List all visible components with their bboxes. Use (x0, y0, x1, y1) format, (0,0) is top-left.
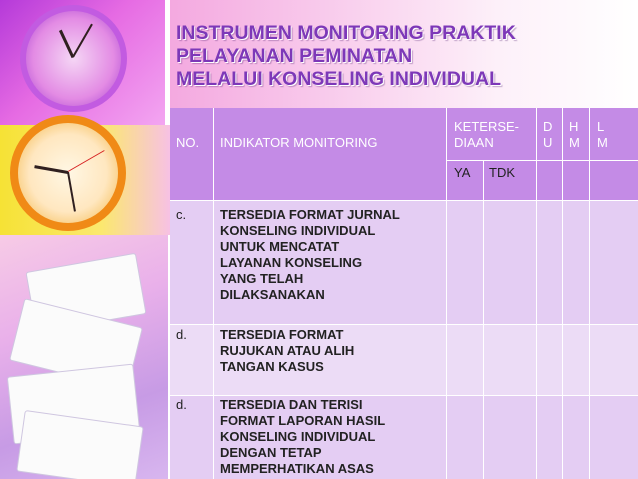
header-hm-1: H (569, 119, 579, 134)
header-lm-2: M (597, 135, 608, 150)
row-no: d. (176, 327, 187, 342)
title-line-1: INSTRUMEN MONITORING PRAKTIK (176, 22, 516, 44)
grid-line (170, 395, 638, 396)
header-no: NO. (176, 135, 200, 150)
row-indikator: TERSEDIA FORMAT JURNAL KONSELING INDIVIDUAL UNTUK MENCATAT LAYANAN KONSELING YANG TELAH DILAKSANAKAN (220, 207, 400, 302)
grid-line (170, 324, 638, 325)
decorative-photo-strip (0, 0, 170, 479)
header-ya: YA (454, 165, 471, 180)
header-du-1: D (543, 119, 553, 134)
monitoring-table (170, 108, 638, 479)
header-ketersediaan-2: DIAAN (454, 135, 494, 150)
grid-line (536, 108, 537, 479)
header-hm-2: M (569, 135, 580, 150)
table-header (170, 108, 638, 200)
grid-line (562, 108, 563, 479)
header-indikator: INDIKATOR MONITORING (220, 135, 378, 150)
row-indikator: TERSEDIA FORMAT RUJUKAN ATAU ALIH TANGAN KASUS (220, 327, 355, 374)
row-indikator: TERSEDIA DAN TERISI FORMAT LAPORAN HASIL KONSELING INDIVIDUAL DENGAN TETAP MEMPERHATIKAN ASAS (220, 397, 386, 476)
title-line-3: MELALUI KONSELING INDIVIDUAL (176, 68, 501, 90)
grid-line (213, 108, 214, 479)
header-du-2: U (543, 135, 553, 150)
alarm-clock-icon (10, 115, 126, 231)
page-title (176, 22, 631, 91)
grid-line (589, 108, 590, 479)
grid-line (446, 160, 638, 161)
title-line-2: PELAYANAN PEMINATAN (176, 45, 413, 67)
header-tdk: TDK (489, 165, 515, 180)
wall-clock-icon (20, 5, 127, 112)
row-no: d. (176, 397, 187, 412)
header-lm-1: L (597, 119, 605, 134)
grid-line (483, 160, 484, 479)
grid-line (170, 200, 638, 201)
row-no: c. (176, 207, 187, 222)
header-ketersediaan-1: KETERSE- (454, 119, 520, 134)
grid-line (446, 108, 447, 479)
